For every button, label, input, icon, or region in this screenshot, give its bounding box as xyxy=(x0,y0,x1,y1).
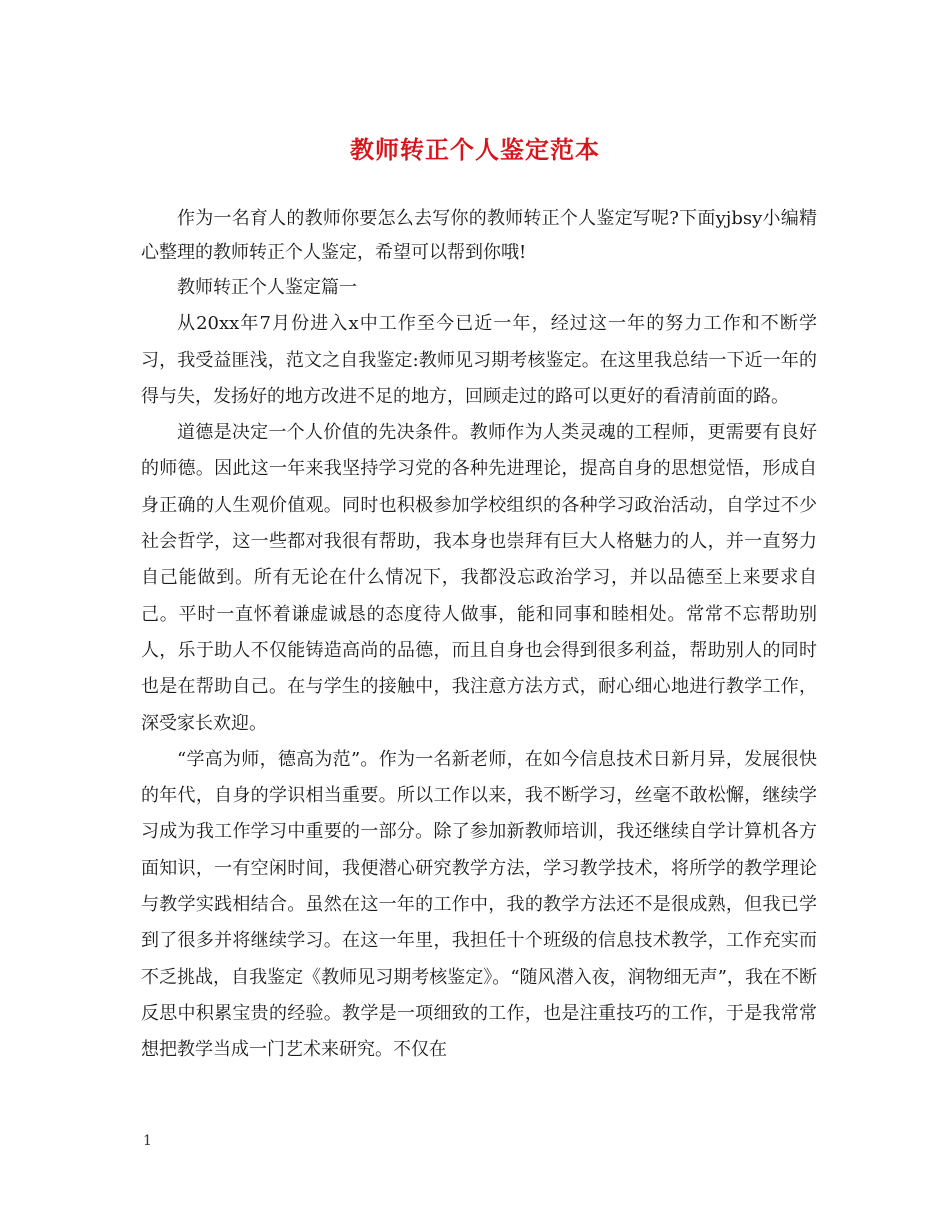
body-paragraph: 道德是决定一个人价值的先决条件。教师作为人类灵魂的工程师，更需要有良好的师德。因此这一年来我坚持学习党的各种先进理论，提高自身的思想觉悟，形成自身正确的人生观价值观。同时也积极参加学校组织的各种学习政治活动，自学过不少社会哲学，这一些都对我很有帮助，我本身也崇拜有巨大人格魅力的人，并一直努力自己能做到。所有无论在什么情况下，我都没忘政治学习，并以品德至上来要求自己。平时一直怀着谦虚诚恳的态度待人做事，能和同事和睦相处。常常不忘帮助别人，乐于助人不仅能铸造高尚的品德，而且自身也会得到很多利益，帮助别人的同时也是在帮助自己。在与学生的接触中，我注意方法方式，耐心细心地进行教学工作，深受家长欢迎。 xyxy=(141,422,817,734)
document-title: 教师转正个人鉴定范本 xyxy=(350,135,600,164)
intro-paragraph: 作为一名育人的教师你要怎么去写你的教师转正个人鉴定写呢?下面yjbsy小编精心整理的教师转正个人鉴定，希望可以帮到你哦! xyxy=(141,208,817,263)
body-paragraph: “学高为师，德高为范”。作为一名新老师，在如今信息技术日新月异，发展很快的年代，自身的学识相当重要。所以工作以来，我不断学习，丝毫不敢松懈，继续学习成为我工作学习中重要的一部分。除了参加新教师培训，我还继续自学计算机各方面知识，一有空闲时间，我便潜心研究教学方法，学习教学技术，将所学的教学理论与教学实践相结合。虽然在这一年的工作中，我的教学方法还不是很成熟，但我已学到了很多并将继续学习。在这一年里，我担任十个班级的信息技术教学，工作充实而不乏挑战，自我鉴定《教师见习期考核鉴定》。“随风潜入夜，润物细无声”，我在不断反思中积累宝贵的经验。教学是一项细致的工作，也是注重技巧的工作，于是我常常想把教学当成一门艺术来研究。不仅在 xyxy=(141,748,817,1061)
document-body xyxy=(141,202,817,1069)
body-paragraph: 从20xx年7月份进入x中工作至今已近一年，经过这一年的努力工作和不断学习，我受益匪浅，范文之自我鉴定:教师见习期考核鉴定。在这里我总结一下近一年的得与失，发扬好的地方改进不足的地方，回顾走过的路可以更好的看清前面的路。 xyxy=(141,313,817,407)
page-number: 1 xyxy=(143,1133,152,1149)
section-heading: 教师转正个人鉴定篇一 xyxy=(177,277,357,298)
